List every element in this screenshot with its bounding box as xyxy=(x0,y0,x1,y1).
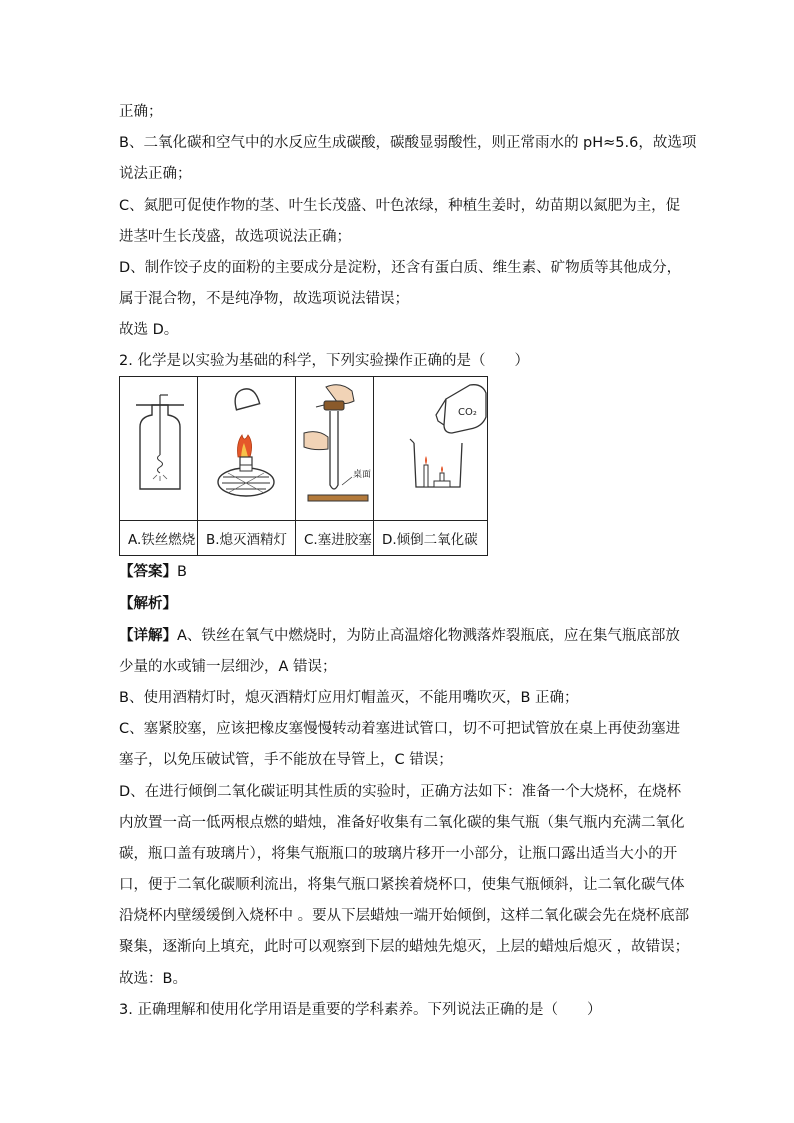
answer-line xyxy=(119,563,187,581)
answer-value: B xyxy=(177,564,187,580)
detail-line-1 xyxy=(119,627,680,645)
detail-line-8: 碳，瓶口盖有玻璃片），将集气瓶瓶口的玻璃片移开一小部分，让瓶口露出适当大小的开 xyxy=(119,846,678,862)
table-surface-label: 桌面 xyxy=(353,470,372,480)
option-d-figure xyxy=(374,377,488,521)
option-b-caption: B.熄灭酒精灯 xyxy=(198,521,296,556)
detail-line-5: 塞子，以免压破试管，手不能放在导管上，C 错误； xyxy=(119,752,453,768)
question-3-stem: 3. 正确理解和使用化学用语是重要的学科素养。下列说法正确的是（ ） xyxy=(119,1002,602,1018)
text-line-4: C、氮肥可促使作物的茎、叶生长茂盛、叶色浓绿，种植生姜时，幼苗期以氮肥为主，促 xyxy=(119,198,681,214)
detail-line-2: 少量的水或铺一层细沙，A 错误； xyxy=(119,659,337,675)
question-2-stem: 2. 化学是以实验为基础的科学，下列实验操作正确的是（ ） xyxy=(119,353,529,369)
test-tube-stopper-icon xyxy=(296,377,373,520)
option-a-figure xyxy=(120,377,198,521)
detail-text-1: A、铁丝在氧气中燃烧时，为防止高温熔化物溅落炸裂瓶底，应在集气瓶底部放 xyxy=(177,628,680,644)
text-line-7: 属于混合物，不是纯净物，故选项说法错误； xyxy=(119,291,409,307)
option-d-caption: D.倾倒二氧化碳 xyxy=(374,521,488,556)
analysis-heading: 【解析】 xyxy=(119,596,177,612)
detail-line-3: B、使用酒精灯时，熄灭酒精灯应用灯帽盖灭，不能用嘴吹灭，B 正确； xyxy=(119,690,579,706)
detail-line-11: 聚集，逐渐向上填充，此时可以观察到下层的蜡烛先熄灭，上层的蜡烛后熄灭 ，故错误； xyxy=(119,939,690,955)
text-line-1: 正确； xyxy=(119,104,163,120)
detail-line-9: 口，便于二氧化碳顺利流出，将集气瓶口紧挨着烧杯口，使集气瓶倾斜，让二氧化碳气体 xyxy=(119,877,685,893)
answer-heading: 【答案】 xyxy=(119,564,177,580)
detail-line-7: 内放置一高一低两根点燃的蜡烛，准备好收集有二氧化碳的集气瓶（集气瓶内充满二氧化 xyxy=(119,815,685,831)
detail-line-4: C、塞紧胶塞，应该把橡皮塞慢慢转动着塞进试管口，切不可把试管放在桌上再使劲塞进 xyxy=(119,721,681,737)
option-a-caption: A.铁丝燃烧 xyxy=(120,521,198,556)
detail-heading: 【详解】 xyxy=(119,628,177,644)
co2-bottle-label: CO₂ xyxy=(458,407,477,418)
iron-wire-bottle-icon xyxy=(120,377,197,520)
option-b-figure xyxy=(198,377,296,521)
text-line-3: 说法正确； xyxy=(119,166,192,182)
detail-line-12: 故选：B。 xyxy=(119,971,187,987)
pour-co2-beaker-icon xyxy=(374,377,487,520)
option-c-figure xyxy=(296,377,374,521)
detail-line-6: D、在进行倾倒二氧化碳证明其性质的实验时，正确方法如下：准备一个大烧杯，在烧杯 xyxy=(119,784,682,800)
options-table xyxy=(119,376,488,556)
text-line-8: 故选 D。 xyxy=(119,322,179,338)
text-line-5: 进茎叶生长茂盛，故选项说法正确； xyxy=(119,229,351,245)
text-line-6: D、制作饺子皮的面粉的主要成分是淀粉，还含有蛋白质、维生素、矿物质等其他成分， xyxy=(119,260,682,276)
alcohol-lamp-cap-icon xyxy=(198,377,295,520)
option-c-caption: C.塞进胶塞 xyxy=(296,521,374,556)
detail-line-10: 沿烧杯内壁缓缓倒入烧杯中 。要从下层蜡烛一端开始倾倒，这样二氧化碳会先在烧杯底部 xyxy=(119,908,690,924)
text-line-2: B、二氧化碳和空气中的水反应生成碳酸，碳酸显弱酸性，则正常雨水的 pH≈5.6，故选项 xyxy=(119,135,697,151)
